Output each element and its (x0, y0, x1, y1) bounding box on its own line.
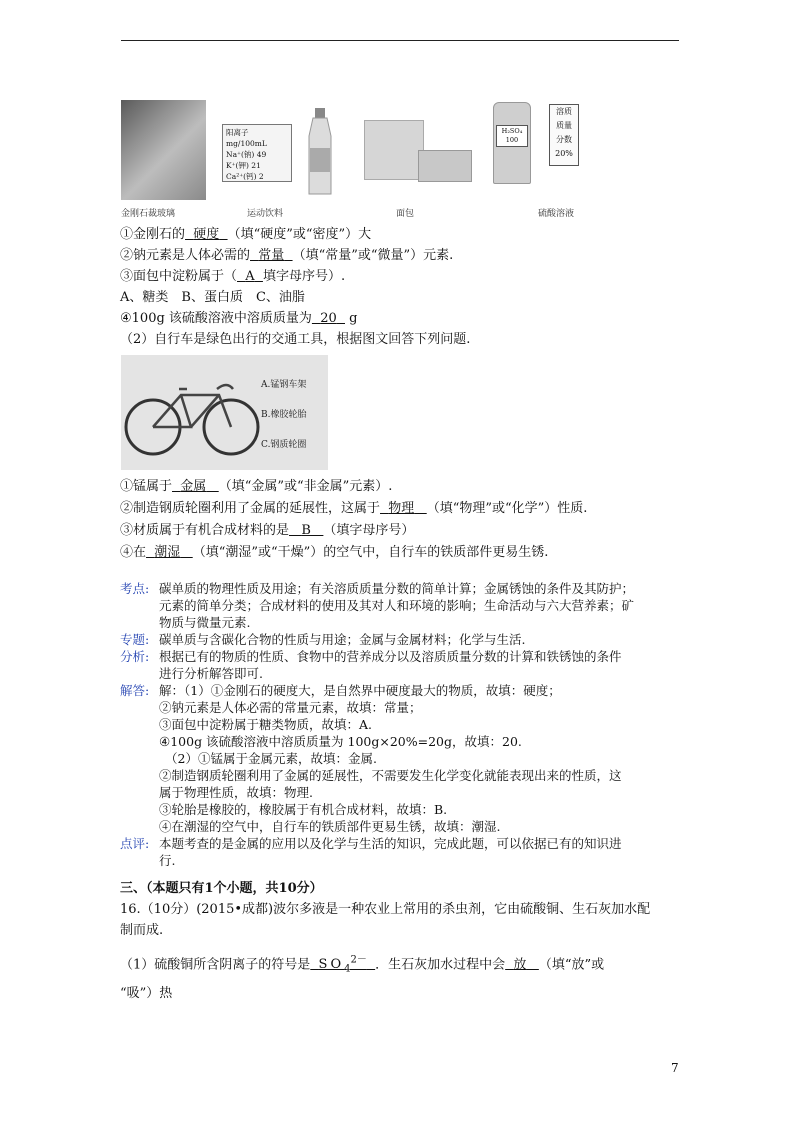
jieda-line: ③面包中淀粉属于糖类物质，故填：A. (159, 717, 373, 732)
acid-label-line: 20% (555, 149, 573, 158)
drink-table (222, 124, 292, 182)
bread-photo-label: 面包 (396, 209, 415, 219)
jieda-line: （2）①锰属于金属元素，故填：金属. (165, 751, 377, 766)
text: （填“金属”或“非金属”元素）. (218, 479, 393, 494)
q16-part1-line (120, 952, 604, 979)
answer-blank (172, 479, 219, 494)
answer-text: 20 (320, 311, 337, 326)
q16-part1-line-2: “吸”）热 (120, 986, 173, 1001)
answer-blank (250, 248, 293, 263)
kaodian-label: 考点: (120, 581, 150, 596)
q1-line-3 (120, 268, 345, 286)
drink-table-row: Ca²⁺(钙) 2 (226, 172, 264, 181)
acid-photo-label: 硫酸溶液 (538, 209, 575, 219)
text: ③材质属于有机合成材料的是 (120, 523, 290, 538)
fenxi-label: 分析: (120, 649, 150, 664)
acid-bottle-label: H₂SO₄ 100 (496, 125, 528, 147)
answer-blank (312, 311, 345, 326)
answer-text: 常量 (258, 248, 285, 263)
kaodian-line: 物质与微量元素. (159, 615, 251, 630)
q2-intro: （2）自行车是绿色出行的交通工具，根据图文回答下列问题. (120, 332, 471, 347)
header-rule (121, 40, 679, 41)
text: （填“潮湿”或“干燥”）的空气中，自行车的铁质部件更易生锈. (192, 545, 549, 560)
text: （填“物理”或“化学”）性质. (426, 501, 588, 516)
kaodian-line: 元素的简单分类；合成材料的使用及其对人和环境的影响；生命活动与六大营养素；矿 (159, 598, 635, 613)
jieda-line: ②制造钢质轮圈利用了金属的延展性，不需要发生化学变化就能表现出来的性质，这 (159, 768, 622, 783)
answer-text: A (245, 269, 255, 284)
jieda-label: 解答: (120, 683, 150, 698)
dianping-line: 行. (159, 853, 176, 868)
text: 填字母序号）. (262, 269, 346, 284)
text: ④100g 该硫酸溶液中溶质质量为 (120, 311, 312, 326)
q2-line-1 (120, 478, 392, 496)
q2-line-3 (120, 522, 414, 540)
q16-line-2: 制而成. (120, 923, 164, 938)
jieda-line: 解：（1）①金刚石的硬度大，是自然界中硬度最大的物质，故填：硬度； (159, 683, 561, 698)
answer-text: 放 (513, 957, 527, 973)
answer-blank (380, 501, 427, 516)
drink-photo-label: 运动饮料 (247, 209, 284, 219)
drink-table-head: 阳离子 mg/100mL (226, 128, 267, 148)
dianping-line: 本题考查的是金属的应用以及化学与生活的知识，完成此题，可以依据已有的知识进 (159, 836, 622, 851)
drink-bottle-icon (305, 108, 335, 196)
section3-heading: 三、（本题只有1个小题，共10分） (120, 881, 323, 896)
drink-table-row: Na⁺(钠) 49 (226, 150, 267, 159)
text: ④在 (120, 545, 147, 560)
bike-label-b: B.橡胶轮胎 (261, 410, 307, 420)
page-number: 7 (671, 1061, 679, 1075)
answer-text: 金属 (180, 479, 207, 494)
acid-label-card (549, 104, 579, 166)
answer-subscript: 4 (344, 963, 351, 975)
acid-label-line: 质量 (556, 121, 572, 130)
text: （填字母序号） (323, 523, 415, 538)
text: ①金刚石的 (120, 227, 186, 242)
text: ②钠元素是人体必需的 (120, 248, 251, 263)
acid-label-line: 分数 (556, 135, 572, 144)
bike-label-c: C.钢质轮圈 (261, 440, 307, 450)
jieda-line: ②钠元素是人体必需的常量元素，故填：常量； (159, 700, 422, 715)
jieda-line: ④在潮湿的空气中，自行车的铁质部件更易生锈，故填：潮湿. (159, 819, 501, 834)
bicycle-figure (121, 355, 328, 470)
jieda-line: ④100g 该硫酸溶液中溶质质量为 100g×20%=20g，故填：20. (159, 734, 522, 749)
answer-text: 潮湿 (154, 545, 181, 560)
zhuanti-text: 碳单质与含碳化合物的性质与用途；金属与金属材料；化学与生活. (159, 632, 526, 647)
dianping-label: 点评: (120, 836, 150, 851)
q2-line-2 (120, 500, 587, 518)
text: （填“常量”或“微量”）元素. (292, 248, 454, 263)
answer-text: B (301, 523, 311, 538)
q1-line-4: A、糖类 B、蛋白质 C、油脂 (120, 290, 305, 305)
answer-blank (310, 955, 375, 975)
text: ②制造钢质轮圈利用了金属的延展性，这属于 (120, 501, 381, 516)
text: （1）硫酸铜所含阴离子的符号是 (120, 957, 311, 973)
q1-line-2 (120, 247, 453, 265)
acid-bottle (493, 102, 531, 184)
bread-slice-photo (418, 150, 472, 182)
text: ③面包中淀粉属于（ (120, 269, 238, 284)
answer-blank (289, 523, 323, 538)
answer-blank (146, 545, 193, 560)
bike-label-a: A.锰钢车架 (261, 380, 307, 390)
answer-text: 物理 (388, 501, 415, 516)
text: g (349, 311, 358, 326)
fenxi-line: 进行分析解答即可. (159, 666, 263, 681)
jieda-line: 属于物理性质，故填：物理. (159, 785, 313, 800)
kaodian-line: 碳单质的物理性质及用途；有关溶质质量分数的简单计算；金属锈蚀的条件及其防护； (159, 581, 635, 596)
q1-line-1 (120, 226, 371, 244)
q1-line-5 (120, 310, 357, 328)
answer-blank (185, 227, 228, 242)
text: ．生石灰加水过程中会 (375, 957, 506, 973)
text: （填“硬度”或“密度”）大 (227, 227, 372, 242)
diamond-photo (121, 100, 206, 200)
q16-line-1: 16.（10分）(2015•成都)波尔多液是一种农业上常用的杀虫剂，它由硫酸铜、生石灰加水配 (120, 902, 651, 917)
answer-text: SO (318, 957, 345, 973)
answer-blank (237, 269, 263, 284)
answer-blank (505, 957, 539, 972)
jieda-line: ③轮胎是橡胶的，橡胶属于有机合成材料，故填：B. (159, 802, 448, 817)
q2-line-4 (120, 544, 548, 562)
bread-photo (364, 120, 424, 180)
fenxi-line: 根据已有的物质的性质、食物中的营养成分以及溶质质量分数的计算和铁锈蚀的条件 (159, 649, 622, 664)
text: ①锰属于 (120, 479, 173, 494)
answer-text: 硬度 (193, 227, 220, 242)
diamond-photo-label: 金刚石裁玻璃 (121, 209, 176, 219)
bicycle-icon (123, 365, 263, 465)
answer-superscript: 2－ (350, 955, 367, 966)
text: （填“放”或 (538, 957, 605, 973)
drink-table-row: K⁺(钾) 21 (226, 161, 261, 170)
zhuanti-label: 专题: (120, 632, 150, 647)
acid-label-line: 溶质 (556, 107, 572, 116)
